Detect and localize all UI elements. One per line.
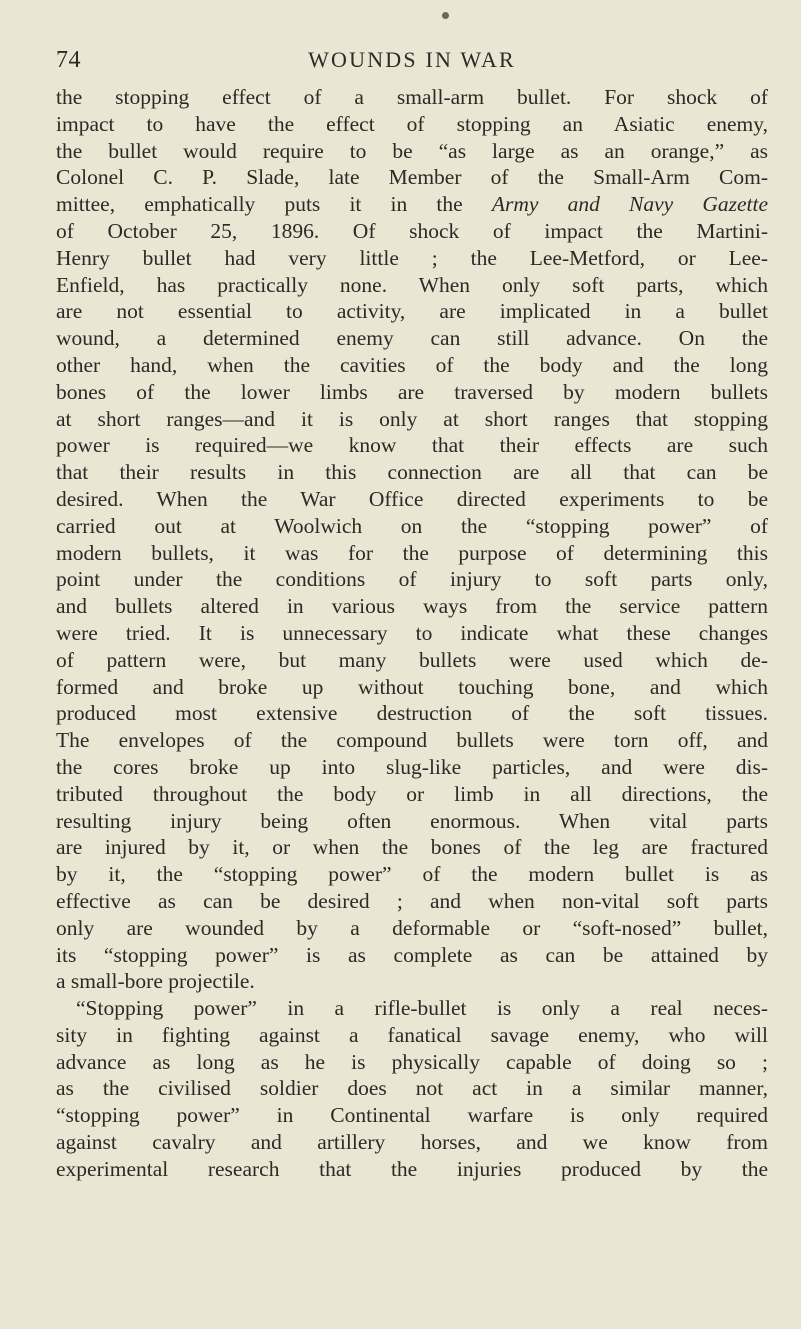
text-line: sity in fighting against a fanatical savage enemy, who will bbox=[56, 1022, 768, 1047]
text-line: “stopping power” in Continental warfare is only required bbox=[56, 1103, 768, 1128]
text-line: by it, the “stopping power” of the modern bullet is as bbox=[56, 862, 768, 887]
book-page bbox=[56, 0, 768, 1329]
text-line: only are wounded by a deformable or “soft-nosed” bullet, bbox=[56, 915, 768, 940]
text-line: formed and broke up without touching bone, and which bbox=[56, 674, 768, 699]
text-line: impact to have the effect of stopping an Asiatic enemy, bbox=[56, 111, 768, 136]
text-line: bones of the lower limbs are traversed by modern bullets bbox=[56, 379, 768, 404]
text-line: as the civilised soldier does not act in a similar manner, bbox=[56, 1076, 768, 1101]
text-line: modern bullets, it was for the purpose of determining this bbox=[56, 540, 768, 565]
text-line: against cavalry and artillery horses, and we know from bbox=[56, 1130, 768, 1155]
text-line bbox=[56, 191, 768, 218]
text-line: effective as can be desired ; and when non-vital soft parts bbox=[56, 888, 768, 913]
text-line: Enfield, has practically none. When only soft parts, which bbox=[56, 272, 768, 297]
text-line: are injured by it, or when the bones of the leg are fractured bbox=[56, 835, 768, 860]
text-line: of pattern were, but many bullets were used which de- bbox=[56, 647, 768, 672]
text-line: wound, a determined enemy can still advance. On the bbox=[56, 326, 768, 351]
page-header bbox=[56, 42, 768, 78]
text-line-segment: mittee, emphatically puts it in the bbox=[56, 192, 492, 217]
text-line: of October 25, 1896. Of shock of impact the Martini- bbox=[56, 218, 768, 243]
text-line: the bullet would require to be “as large as an orange,” as bbox=[56, 138, 768, 163]
ornament-dot bbox=[442, 12, 449, 19]
text-line: and bullets altered in various ways from the service pattern bbox=[56, 594, 768, 619]
text-line: desired. When the War Office directed experiments to be bbox=[56, 486, 768, 511]
text-line: resulting injury being often enormous. When vital parts bbox=[56, 808, 768, 833]
text-line: are not essential to activity, are implicated in a bullet bbox=[56, 299, 768, 324]
text-line: its “stopping power” is as complete as can be attained by bbox=[56, 942, 768, 967]
text-line: advance as long as he is physically capable of doing so ; bbox=[56, 1049, 768, 1074]
text-line: Colonel C. P. Slade, late Member of the Small-Arm Com- bbox=[56, 165, 768, 190]
page-number: 74 bbox=[56, 47, 81, 73]
text-line: experimental research that the injuries produced by the bbox=[56, 1156, 768, 1181]
text-line: other hand, when the cavities of the body and the long bbox=[56, 352, 768, 377]
text-line: produced most extensive destruction of the soft tissues. bbox=[56, 701, 768, 726]
text-line: the cores broke up into slug-like particles, and were dis- bbox=[56, 754, 768, 779]
text-line: Henry bullet had very little ; the Lee-Metford, or Lee- bbox=[56, 245, 768, 270]
text-line: carried out at Woolwich on the “stopping power” of bbox=[56, 513, 768, 538]
text-line: “Stopping power” in a rifle-bullet is only a real neces- bbox=[76, 996, 768, 1021]
text-line: were tried. It is unnecessary to indicate what these changes bbox=[56, 620, 768, 645]
text-line: The envelopes of the compound bullets were torn off, and bbox=[56, 728, 768, 753]
text-line: the stopping effect of a small-arm bullet. For shock of bbox=[56, 85, 768, 109]
text-line: tributed throughout the body or limb in all directions, the bbox=[56, 781, 768, 806]
text-line: power is required—we know that their effects are such bbox=[56, 433, 768, 458]
body-text bbox=[56, 84, 768, 1183]
text-line: point under the conditions of injury to soft parts only, bbox=[56, 567, 768, 592]
text-line: that their results in this connection are all that can be bbox=[56, 460, 768, 485]
running-title: WOUNDS IN WAR bbox=[308, 47, 516, 72]
italic-title: Army and Navy Gazette bbox=[491, 192, 768, 217]
text-line: a small-bore projectile. bbox=[56, 969, 255, 994]
text-line: at short ranges—and it is only at short ranges that stopping bbox=[56, 406, 768, 431]
